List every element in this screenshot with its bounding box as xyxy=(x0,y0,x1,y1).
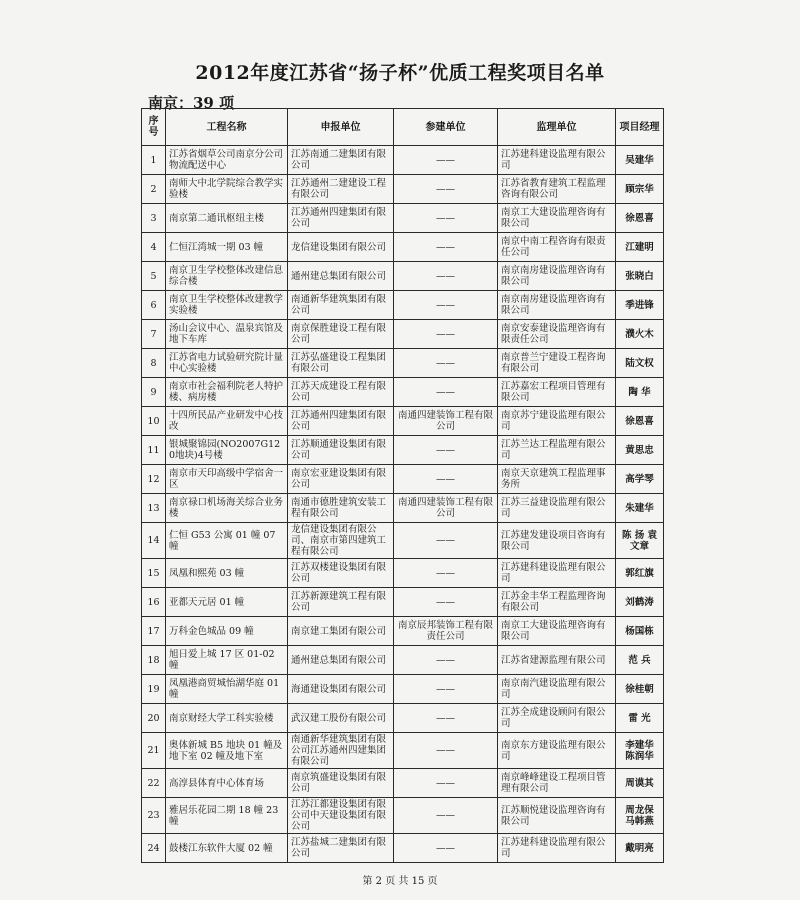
applicant-unit: 武汉建工股份有限公司 xyxy=(288,704,394,733)
supervisor-unit: 南京南房建设监理咨询有限公司 xyxy=(498,262,616,291)
project-name: 亚都天元居 01 幢 xyxy=(166,588,288,617)
supervisor-unit: 江苏三益建设监理有限公司 xyxy=(498,494,616,523)
row-number: 22 xyxy=(142,769,166,798)
table-row xyxy=(142,204,664,233)
row-number: 13 xyxy=(142,494,166,523)
applicant-unit: 江苏通州四建集团有限公司 xyxy=(288,407,394,436)
project-name: 南京禄口机场海关综合业务楼 xyxy=(166,494,288,523)
table-row xyxy=(142,320,664,349)
supervisor-unit: 南京峰峰建设工程项目管理有限公司 xyxy=(498,769,616,798)
applicant-unit: 通州建总集团有限公司 xyxy=(288,262,394,291)
table-row xyxy=(142,146,664,175)
project-manager: 季进锋 xyxy=(616,291,664,320)
project-name: 南京市社会福利院老人特护楼、病房楼 xyxy=(166,378,288,407)
supervisor-unit: 南京南汽建设监理有限公司 xyxy=(498,675,616,704)
applicant-unit: 南通新华建筑集团有限公司江苏通州四建集团有限公司 xyxy=(288,733,394,769)
row-number: 5 xyxy=(142,262,166,291)
participant-unit: —— xyxy=(394,233,498,262)
page-number: 第 2 页 共 15 页 xyxy=(362,876,438,887)
table-row xyxy=(142,704,664,733)
project-name: 南京第二通讯枢纽主楼 xyxy=(166,204,288,233)
project-manager: 杨国栋 xyxy=(616,617,664,646)
table-row xyxy=(142,798,664,834)
participant-unit: 南通四建装饰工程有限公司 xyxy=(394,494,498,523)
supervisor-unit: 江苏建科建设监理有限公司 xyxy=(498,559,616,588)
region-heading: 南京：39 项 xyxy=(148,94,235,112)
project-manager: 濮火木 xyxy=(616,320,664,349)
project-name: 南京卫生学校整体改建教学实验楼 xyxy=(166,291,288,320)
project-manager: 江建明 xyxy=(616,233,664,262)
applicant-unit: 江苏通州四建集团有限公司 xyxy=(288,204,394,233)
table-row xyxy=(142,617,664,646)
project-name: 南京市天印高级中学宿舍一区 xyxy=(166,465,288,494)
supervisor-unit: 南京工大建设监理咨询有限公司 xyxy=(498,617,616,646)
project-name: 仁恒 G53 公寓 01 幢 07 幢 xyxy=(166,523,288,559)
applicant-unit: 通州建总集团有限公司 xyxy=(288,646,394,675)
project-name: 鼓楼江东软件大厦 02 幢 xyxy=(166,834,288,863)
table-row xyxy=(142,291,664,320)
participant-unit: —— xyxy=(394,704,498,733)
project-manager: 陆文权 xyxy=(616,349,664,378)
participant-unit: —— xyxy=(394,559,498,588)
supervisor-unit: 南京南房建设监理咨询有限公司 xyxy=(498,291,616,320)
row-number: 18 xyxy=(142,646,166,675)
row-number: 17 xyxy=(142,617,166,646)
row-number: 9 xyxy=(142,378,166,407)
project-manager: 郭红旗 xyxy=(616,559,664,588)
supervisor-unit: 江苏省教育建筑工程监理咨询有限公司 xyxy=(498,175,616,204)
applicant-unit: 南通市德胜建筑安装工程有限公司 xyxy=(288,494,394,523)
row-number: 7 xyxy=(142,320,166,349)
participant-unit: —— xyxy=(394,291,498,320)
project-manager: 陈 扬 袁文章 xyxy=(616,523,664,559)
row-number: 1 xyxy=(142,146,166,175)
project-name: 南京财经大学工科实验楼 xyxy=(166,704,288,733)
supervisor-unit: 江苏金丰华工程监理咨询有限公司 xyxy=(498,588,616,617)
participant-unit: —— xyxy=(394,675,498,704)
row-number: 3 xyxy=(142,204,166,233)
project-name: 雅居乐花园二期 18 幢 23 幢 xyxy=(166,798,288,834)
project-name: 万科金色城品 09 幢 xyxy=(166,617,288,646)
project-manager: 李建华 陈润华 xyxy=(616,733,664,769)
applicant-unit: 南通新华建筑集团有限公司 xyxy=(288,291,394,320)
header-project-name: 工程名称 xyxy=(166,109,288,146)
row-number: 23 xyxy=(142,798,166,834)
row-number: 20 xyxy=(142,704,166,733)
header-participant: 参建单位 xyxy=(394,109,498,146)
table-row xyxy=(142,559,664,588)
header-no: 序号 xyxy=(142,109,166,146)
participant-unit: —— xyxy=(394,733,498,769)
row-number: 12 xyxy=(142,465,166,494)
project-manager: 高学琴 xyxy=(616,465,664,494)
supervisor-unit: 江苏兰达工程监理有限公司 xyxy=(498,436,616,465)
supervisor-unit: 江苏全成建设顾问有限公司 xyxy=(498,704,616,733)
table-row xyxy=(142,407,664,436)
table-row xyxy=(142,733,664,769)
row-number: 2 xyxy=(142,175,166,204)
project-manager: 徐桂朝 xyxy=(616,675,664,704)
row-number: 15 xyxy=(142,559,166,588)
applicant-unit: 龙信建设集团有限公司 xyxy=(288,233,394,262)
supervisor-unit: 南京中南工程咨询有限责任公司 xyxy=(498,233,616,262)
project-name: 江苏省电力试验研究院计量中心实验楼 xyxy=(166,349,288,378)
supervisor-unit: 江苏建发建设项目咨询有限公司 xyxy=(498,523,616,559)
project-manager: 徐恩喜 xyxy=(616,407,664,436)
project-manager: 黄思忠 xyxy=(616,436,664,465)
project-manager: 吴建华 xyxy=(616,146,664,175)
project-name: 凤凰和熙苑 03 幢 xyxy=(166,559,288,588)
project-manager: 周谟其 xyxy=(616,769,664,798)
applicant-unit: 江苏盐城二建集团有限公司 xyxy=(288,834,394,863)
participant-unit: —— xyxy=(394,769,498,798)
table-row xyxy=(142,349,664,378)
participant-unit: —— xyxy=(394,378,498,407)
row-number: 8 xyxy=(142,349,166,378)
row-number: 6 xyxy=(142,291,166,320)
project-name: 银城聚锦园(NO2007G120地块)4号楼 xyxy=(166,436,288,465)
participant-unit: —— xyxy=(394,436,498,465)
supervisor-unit: 江苏建科建设监理有限公司 xyxy=(498,146,616,175)
supervisor-unit: 南京工大建设监理咨询有限公司 xyxy=(498,204,616,233)
supervisor-unit: 南京苏宁建设监理有限公司 xyxy=(498,407,616,436)
table-row xyxy=(142,769,664,798)
table-row xyxy=(142,436,664,465)
participant-unit: 南京辰邦装饰工程有限责任公司 xyxy=(394,617,498,646)
row-number: 24 xyxy=(142,834,166,863)
project-manager: 张晓白 xyxy=(616,262,664,291)
participant-unit: —— xyxy=(394,834,498,863)
applicant-unit: 南京筑盛建设集团有限公司 xyxy=(288,769,394,798)
supervisor-unit: 江苏建科建设监理有限公司 xyxy=(498,834,616,863)
applicant-unit: 江苏江都建设集团有限公司中天建设集团有限公司 xyxy=(288,798,394,834)
participant-unit: —— xyxy=(394,588,498,617)
table-header-row xyxy=(142,109,664,146)
project-name: 高淳县体育中心体育场 xyxy=(166,769,288,798)
participant-unit: —— xyxy=(394,320,498,349)
project-name: 凤凰港商贸城怡湖华庭 01 幢 xyxy=(166,675,288,704)
table-row xyxy=(142,523,664,559)
applicant-unit: 江苏天成建设工程有限公司 xyxy=(288,378,394,407)
applicant-unit: 江苏顺通建设集团有限公司 xyxy=(288,436,394,465)
applicant-unit: 江苏通州二建建设工程有限公司 xyxy=(288,175,394,204)
header-manager: 项目经理 xyxy=(616,109,664,146)
participant-unit: —— xyxy=(394,798,498,834)
project-name: 仁恒江湾城一期 03 幢 xyxy=(166,233,288,262)
header-supervisor: 监理单位 xyxy=(498,109,616,146)
row-number: 16 xyxy=(142,588,166,617)
supervisor-unit: 南京安泰建设监理咨询有限责任公司 xyxy=(498,320,616,349)
project-manager: 刘鹤涛 xyxy=(616,588,664,617)
supervisor-unit: 江苏嘉宏工程项目管理有限公司 xyxy=(498,378,616,407)
project-manager: 周龙保 马韩燕 xyxy=(616,798,664,834)
applicant-unit: 江苏南通二建集团有限公司 xyxy=(288,146,394,175)
row-number: 11 xyxy=(142,436,166,465)
supervisor-unit: 江苏省建源监理有限公司 xyxy=(498,646,616,675)
row-number: 21 xyxy=(142,733,166,769)
applicant-unit: 海通建设集团有限公司 xyxy=(288,675,394,704)
supervisor-unit: 南京东方建设监理有限公司 xyxy=(498,733,616,769)
table-row xyxy=(142,175,664,204)
row-number: 19 xyxy=(142,675,166,704)
table-row xyxy=(142,646,664,675)
header-applicant: 申报单位 xyxy=(288,109,394,146)
table-row xyxy=(142,494,664,523)
participant-unit: —— xyxy=(394,465,498,494)
project-name: 奥体新城 B5 地块 01 幢及地下室 02 幢及地下室 xyxy=(166,733,288,769)
applicant-unit: 江苏弘盛建设工程集团有限公司 xyxy=(288,349,394,378)
supervisor-unit: 江苏顺悦建设监理咨询有限公司 xyxy=(498,798,616,834)
participant-unit: —— xyxy=(394,146,498,175)
participant-unit: 南通四建装饰工程有限公司 xyxy=(394,407,498,436)
participant-unit: —— xyxy=(394,646,498,675)
project-name: 南京卫生学校整体改建信息综合楼 xyxy=(166,262,288,291)
participant-unit: —— xyxy=(394,204,498,233)
table-row xyxy=(142,233,664,262)
applicant-unit: 南京保胜建设工程有限公司 xyxy=(288,320,394,349)
table-row xyxy=(142,675,664,704)
row-number: 10 xyxy=(142,407,166,436)
table-row xyxy=(142,378,664,407)
project-name: 南师大中北学院综合教学实验楼 xyxy=(166,175,288,204)
project-name: 汤山会议中心、温泉宾馆及地下车库 xyxy=(166,320,288,349)
table-row xyxy=(142,588,664,617)
row-number: 4 xyxy=(142,233,166,262)
participant-unit: —— xyxy=(394,349,498,378)
project-manager: 陶 华 xyxy=(616,378,664,407)
project-manager: 朱建华 xyxy=(616,494,664,523)
row-number: 14 xyxy=(142,523,166,559)
project-manager: 范 兵 xyxy=(616,646,664,675)
participant-unit: —— xyxy=(394,175,498,204)
project-manager: 雷 光 xyxy=(616,704,664,733)
applicant-unit: 江苏双楼建设集团有限公司 xyxy=(288,559,394,588)
project-name: 十四所民品产业研发中心技改 xyxy=(166,407,288,436)
project-manager: 顾宗华 xyxy=(616,175,664,204)
supervisor-unit: 南京普兰宁建设工程咨询有限公司 xyxy=(498,349,616,378)
table-row xyxy=(142,262,664,291)
supervisor-unit: 南京天京建筑工程监理事务所 xyxy=(498,465,616,494)
applicant-unit: 江苏新源建筑工程有限公司 xyxy=(288,588,394,617)
table-row xyxy=(142,834,664,863)
participant-unit: —— xyxy=(394,523,498,559)
applicant-unit: 南京宏亚建设集团有限公司 xyxy=(288,465,394,494)
table-row xyxy=(142,465,664,494)
page-title: 2012年度江苏省“扬子杯”优质工程奖项目名单 xyxy=(195,62,605,84)
project-name: 江苏省烟草公司南京分公司物流配送中心 xyxy=(166,146,288,175)
project-table xyxy=(141,108,664,863)
project-manager: 戴明亮 xyxy=(616,834,664,863)
project-manager: 徐恩喜 xyxy=(616,204,664,233)
applicant-unit: 龙信建设集团有限公司、南京市第四建筑工程有限公司 xyxy=(288,523,394,559)
applicant-unit: 南京建工集团有限公司 xyxy=(288,617,394,646)
project-name: 旭日爱上城 17 区 01-02 幢 xyxy=(166,646,288,675)
participant-unit: —— xyxy=(394,262,498,291)
